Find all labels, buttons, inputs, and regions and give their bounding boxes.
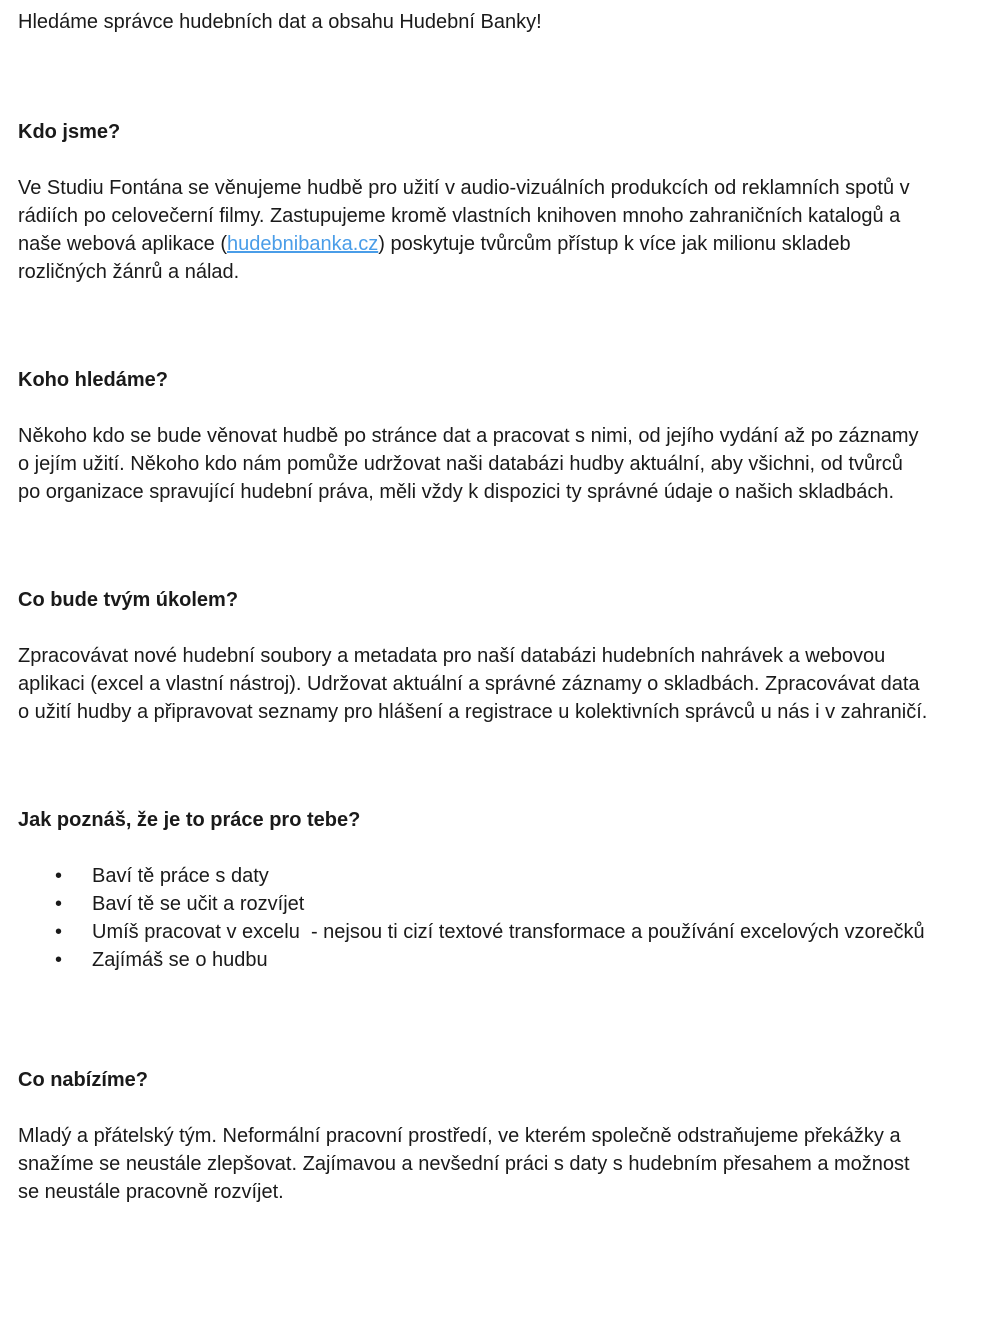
list-item <box>55 918 930 946</box>
list-item <box>55 890 930 918</box>
section-heading-is-it-for-you: Jak poznáš, že je to práce pro tebe? <box>18 809 361 831</box>
job-posting-document <box>18 8 930 1206</box>
section-who-we-seek <box>18 366 930 506</box>
section-heading-your-tasks: Co bude tvým úkolem? <box>18 589 239 611</box>
requirements-list <box>55 862 930 974</box>
page-title: Hledáme správce hudebních dat a obsahu Hudební Banky! <box>18 11 542 33</box>
section-who-we-are <box>18 118 930 286</box>
list-item-text: Zajímáš se o hudbu <box>92 949 268 971</box>
section-heading-who-we-seek: Koho hledáme? <box>18 369 169 391</box>
bullet-icon: • <box>55 921 63 943</box>
body-text-after-link: ) poskytuje tvůrcům přístup k více jak milionu skladeb rozličných žánrů a nálad. <box>18 233 857 283</box>
bullet-icon: • <box>55 893 63 915</box>
section-heading-who-we-are: Kdo jsme? <box>18 121 121 143</box>
bullet-icon: • <box>55 949 63 971</box>
section-is-it-for-you <box>18 806 930 974</box>
list-item-text: Baví tě se učit a rozvíjet <box>92 893 305 915</box>
body-text-before-link: Ve Studiu Fontána se věnujeme hudbě pro užití v audio-vizuálních produkcích od reklamních spotů v rádiích po celovečerní filmy. Zastupujeme kromě vlastních knihoven mnoho zahraničních katalogů a naše webová aplikace ( <box>18 177 916 255</box>
section-your-tasks <box>18 586 930 726</box>
list-item <box>55 946 930 974</box>
list-item-text: Umíš pracovat v excelu - nejsou ti cizí textové transformace a používání excelových vzorečků <box>92 921 925 943</box>
list-item-text: Baví tě práce s daty <box>92 865 269 887</box>
hudebnibanka-link[interactable]: hudebnibanka.cz <box>227 233 379 255</box>
section-body-your-tasks: Zpracovávat nové hudební soubory a metadata pro naší databázi hudebních nahrávek a webovou aplikaci (excel a vlastní nástroj). Udržovat aktuální a správné záznamy o skladbách. Zpracovávat data o užití hudby a připravovat seznamy pro hlášení a registrace u kolektivních správců u nás i v zahraničí. <box>18 645 928 723</box>
section-we-offer <box>18 1066 930 1206</box>
section-body-we-offer: Mladý a přátelský tým. Neformální pracovní prostředí, ve kterém společně odstraňujeme překážky a snažíme se neustále zlepšovat. Zajímavou a nevšední práci s daty s hudebním přesahem a možnost se neustále pracovně rozvíjet. <box>18 1125 916 1203</box>
section-heading-we-offer: Co nabízíme? <box>18 1069 149 1091</box>
section-body-who-we-seek: Někoho kdo se bude věnovat hudbě po stránce dat a pracovat s nimi, od jejího vydání až po záznamy o jejím užití. Někoho kdo nám pomůže udržovat naši databázi hudby aktuální, aby všichni, od tvůrců po organizace spravující hudební práva, měli vždy k dispozici ty správné údaje o našich skladbách. <box>18 425 925 503</box>
bullet-icon: • <box>55 865 63 887</box>
list-item <box>55 862 930 890</box>
section-body-who-we-are <box>18 174 930 286</box>
